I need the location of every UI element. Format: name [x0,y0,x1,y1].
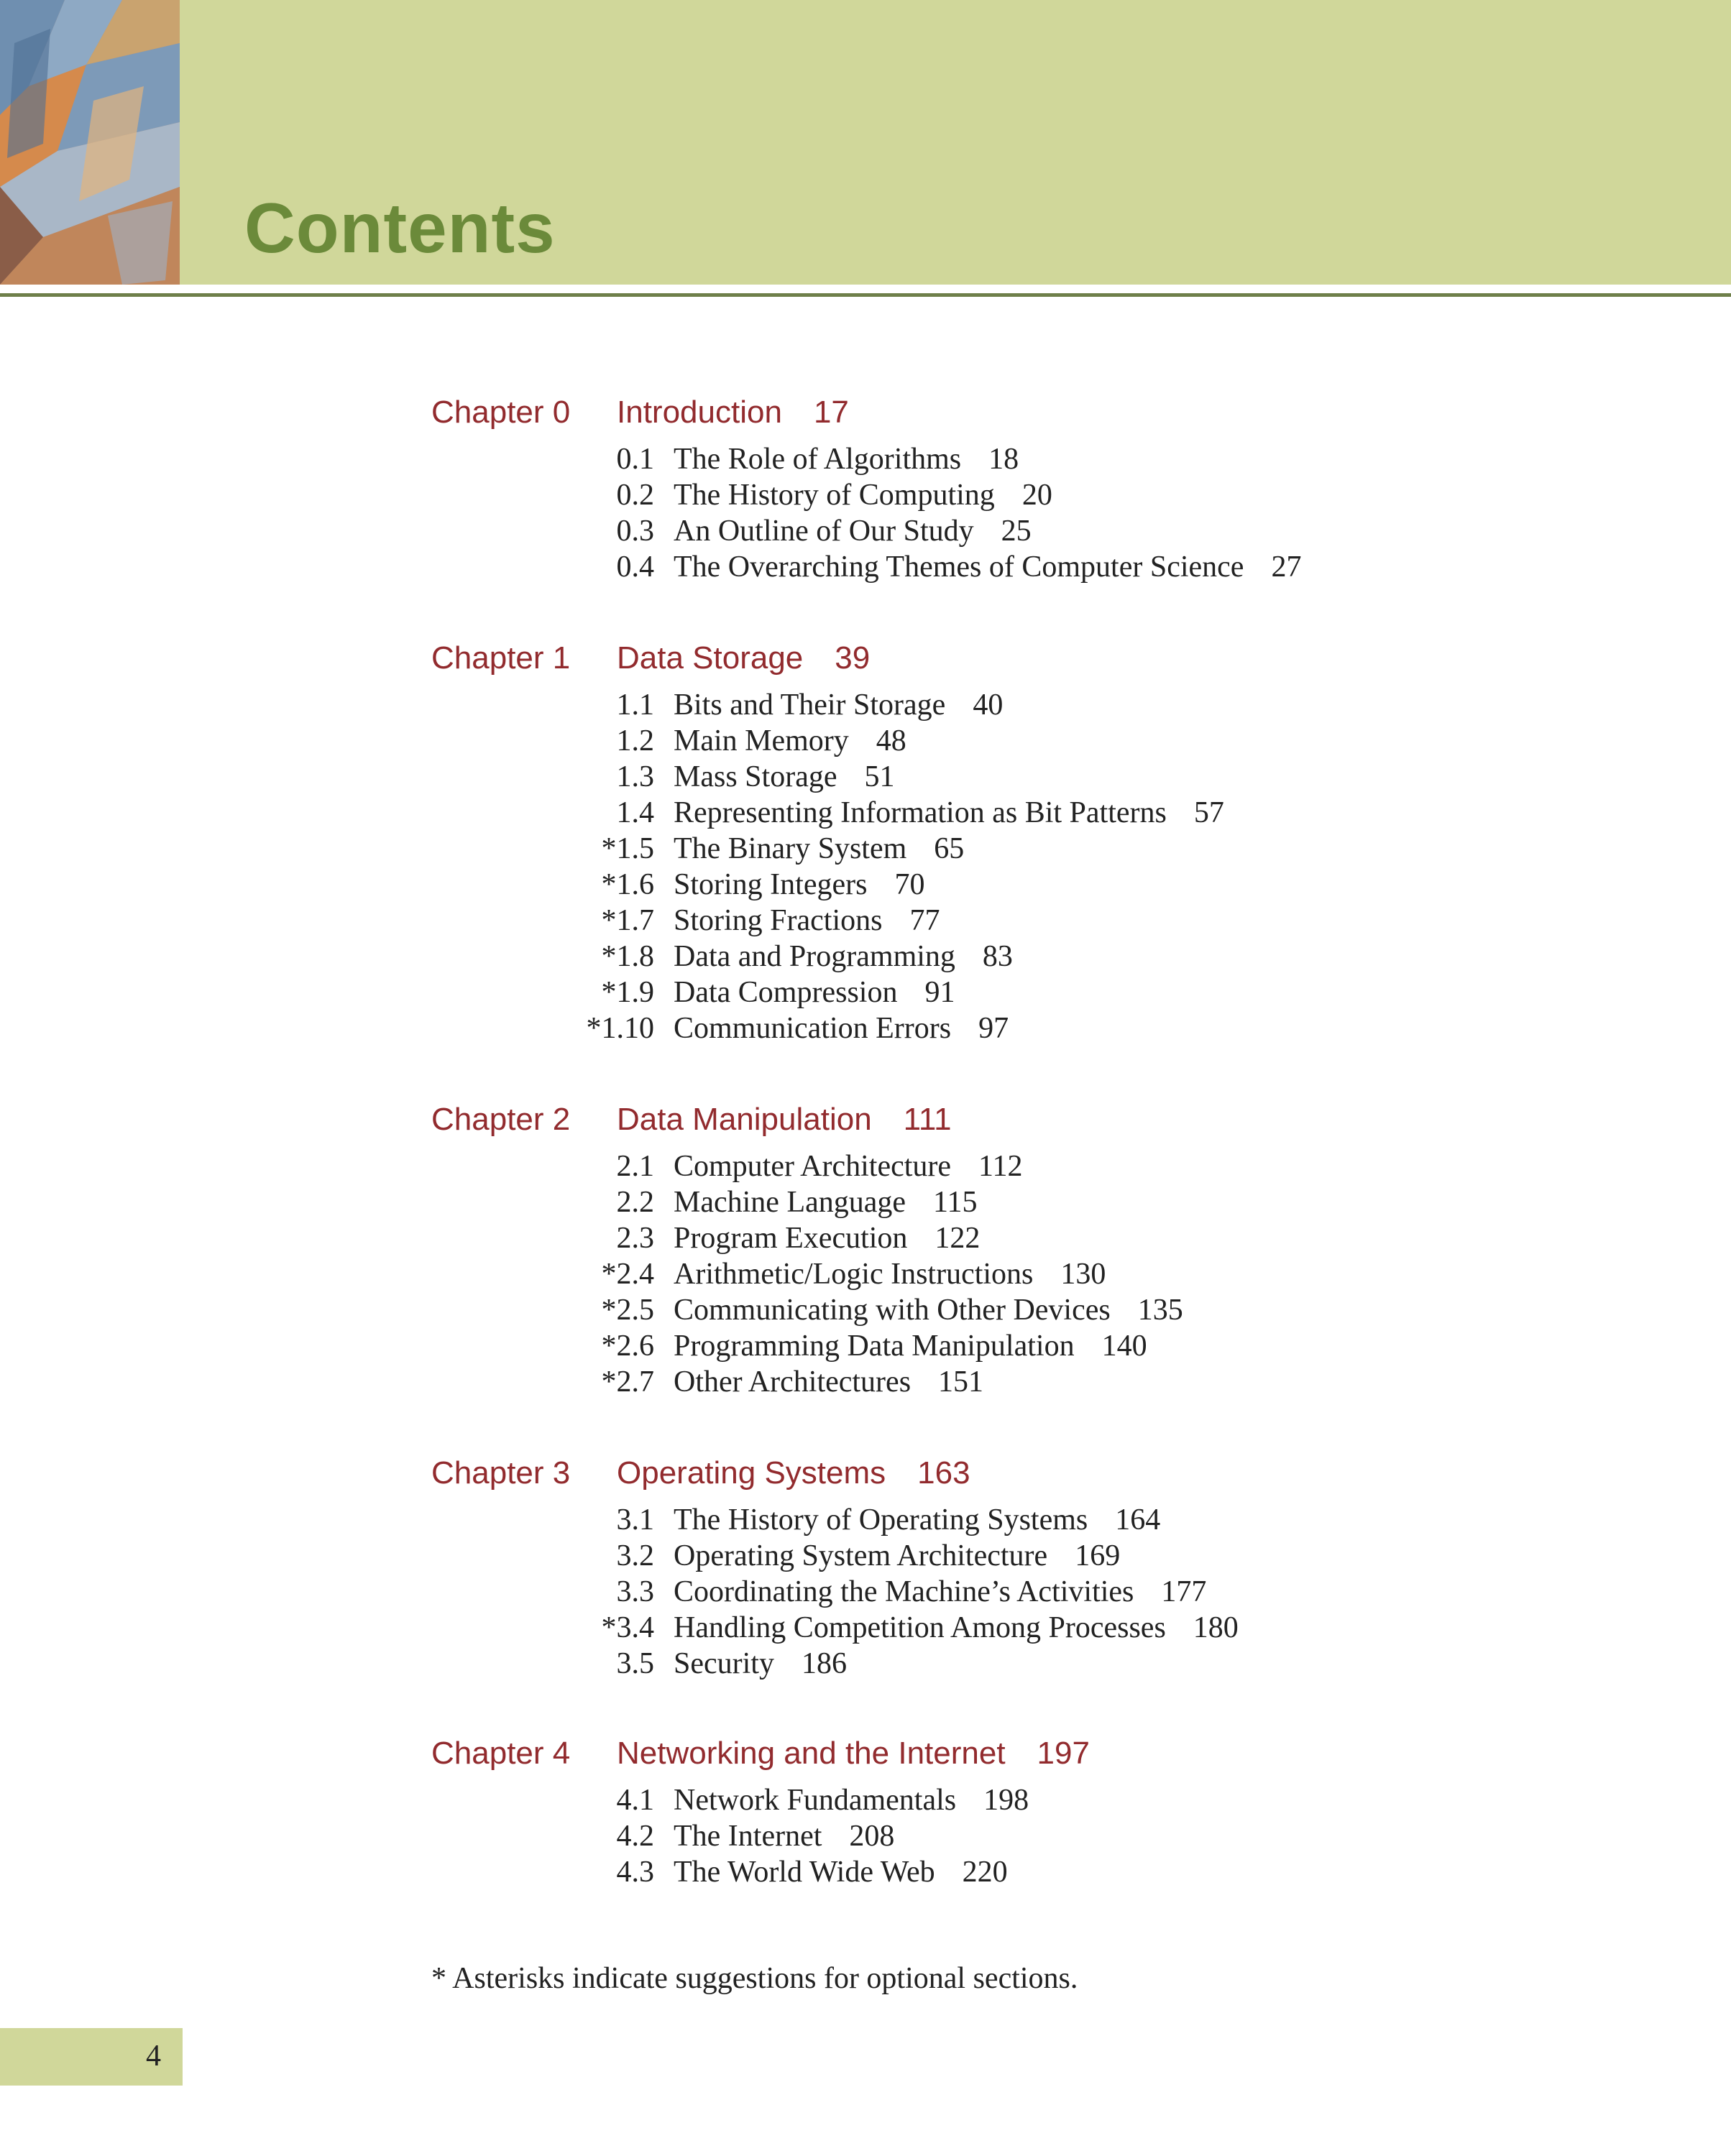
section-title-line [674,1151,1023,1181]
section-page: 77 [909,904,940,937]
chapter-title-line[interactable] [617,1738,1090,1769]
section-entry[interactable] [0,552,1731,588]
section-number: 1.1 [616,688,654,722]
chapter-title-line[interactable] [617,397,849,428]
section-title: Mass Storage [674,760,837,793]
section-page: 130 [1060,1258,1106,1291]
section-page: 208 [849,1820,895,1853]
section-title: Programming Data Manipulation [674,1330,1075,1363]
chapter-label: Chapter 0 [431,395,571,430]
chapter-title: Networking and the Internet [617,1736,1006,1771]
chapter-page: 197 [1037,1736,1090,1771]
section-title: Program Execution [674,1222,908,1255]
chapter-page: 111 [903,1102,952,1137]
section-title: Other Architectures [674,1365,912,1399]
section-entry[interactable] [0,1505,1731,1541]
section-title-line [674,552,1301,582]
footnote: * Asterisks indicate suggestions for optional sections. [431,1962,1078,1995]
section-title-line [674,1541,1120,1571]
section-title: Main Memory [674,724,849,757]
section-title-line [674,1295,1183,1325]
section-title: Storing Integers [674,868,868,901]
section-number: 0.1 [616,443,654,476]
section-page: 91 [924,976,955,1009]
section-entry[interactable] [0,834,1731,870]
section-entry[interactable] [0,1785,1731,1821]
section-entry[interactable] [0,1223,1731,1259]
chapter-label: Chapter 1 [431,640,571,676]
section-number: 3.2 [616,1539,654,1572]
section-number: *1.7 [601,904,654,937]
section-number: 2.3 [616,1222,654,1255]
chapter-title-line[interactable] [617,1104,952,1135]
section-page: 18 [988,443,1019,476]
chapter-label: Chapter 4 [431,1736,571,1771]
section-entry[interactable] [0,1857,1731,1893]
section-title-line [674,480,1052,510]
chapter-page: 17 [813,395,849,430]
section-title-line [674,1613,1239,1643]
section-title: The History of Computing [674,479,995,512]
section-number: *1.10 [586,1012,654,1045]
section-page: 97 [978,1012,1009,1045]
section-number: *1.8 [601,940,654,973]
section-entry[interactable] [0,1821,1731,1857]
section-title: The History of Operating Systems [674,1503,1088,1537]
section-title-line [674,444,1019,474]
section-number: 0.2 [616,479,654,512]
section-number: 2.2 [616,1186,654,1219]
section-title: Machine Language [674,1186,906,1219]
section-title: Operating System Architecture [674,1539,1048,1572]
section-title: Network Fundamentals [674,1784,957,1817]
section-entry[interactable] [0,798,1731,834]
section-entry[interactable] [0,1295,1731,1331]
section-title-line [674,1505,1160,1535]
section-entry[interactable] [0,906,1731,941]
section-page: 220 [962,1856,1008,1889]
section-number: *1.5 [601,832,654,865]
section-number: *2.7 [601,1365,654,1399]
section-title-line [674,762,894,792]
section-title-line [674,1187,977,1217]
section-title: Data and Programming [674,940,955,973]
section-title: Data Compression [674,976,898,1009]
section-entry[interactable] [0,1613,1731,1649]
section-title-line [674,977,955,1008]
section-number: *1.9 [601,976,654,1009]
section-entry[interactable] [0,516,1731,552]
section-entry[interactable] [0,1151,1731,1187]
section-page: 169 [1075,1539,1121,1572]
chapter-title: Data Storage [617,640,804,676]
section-number: *3.4 [601,1611,654,1644]
section-title-line [674,834,964,864]
section-number: 0.3 [616,515,654,548]
section-title-line [674,1821,894,1851]
section-page: 115 [933,1186,978,1219]
section-title-line [674,1013,1009,1044]
section-title-line [674,1259,1106,1289]
section-page: 48 [876,724,906,757]
section-page: 112 [978,1150,1023,1183]
section-entry[interactable] [0,690,1731,726]
section-number: *2.4 [601,1258,654,1291]
section-page: 122 [935,1222,981,1255]
section-entry[interactable] [0,1649,1731,1685]
section-title: Storing Fractions [674,904,883,937]
section-page: 177 [1161,1575,1207,1608]
section-number: 2.1 [616,1150,654,1183]
section-entry[interactable] [0,1259,1731,1295]
section-page: 140 [1101,1330,1147,1363]
section-number: 1.4 [616,796,654,829]
section-title-line [674,1857,1008,1887]
section-title-line [674,1367,983,1397]
section-title-line [674,1331,1147,1361]
section-page: 40 [973,688,1004,722]
chapter-title: Data Manipulation [617,1102,872,1137]
section-title: Coordinating the Machine’s Activities [674,1575,1134,1608]
section-title-line [674,870,924,900]
section-number: 1.2 [616,724,654,757]
section-page: 164 [1115,1503,1161,1537]
section-page: 151 [938,1365,984,1399]
chapter-label: Chapter 2 [431,1102,571,1137]
section-page: 27 [1271,550,1302,584]
section-title-line [674,1649,847,1679]
section-number: 3.1 [616,1503,654,1537]
section-title: The Role of Algorithms [674,443,962,476]
section-title: Communicating with Other Devices [674,1294,1111,1327]
section-title-line [674,516,1032,546]
section-title: Computer Architecture [674,1150,952,1183]
section-title-line [674,941,1013,972]
chapter-label: Chapter 3 [431,1455,571,1491]
section-title: The Overarching Themes of Computer Science [674,550,1244,584]
section-number: 4.1 [616,1784,654,1817]
section-title: Representing Information as Bit Patterns [674,796,1167,829]
section-page: 65 [934,832,965,865]
section-title-line [674,906,940,936]
section-number: 1.3 [616,760,654,793]
section-entry[interactable] [0,870,1731,906]
section-title: The Internet [674,1820,822,1853]
chapter-page: 163 [917,1455,970,1491]
page-number: 4 [146,2040,161,2073]
section-title: Handling Competition Among Processes [674,1611,1166,1644]
section-entry[interactable] [0,762,1731,798]
section-title: Security [674,1647,774,1680]
section-page: 198 [983,1784,1029,1817]
section-entry[interactable] [0,1541,1731,1577]
section-title-line [674,1223,980,1253]
section-title: Arithmetic/Logic Instructions [674,1258,1034,1291]
section-entry[interactable] [0,444,1731,480]
section-entry[interactable] [0,1331,1731,1367]
section-entry[interactable] [0,726,1731,762]
section-page: 70 [894,868,925,901]
section-entry[interactable] [0,1577,1731,1613]
section-title: Communication Errors [674,1012,952,1045]
chapter-page: 39 [835,640,871,676]
section-page: 20 [1021,479,1052,512]
section-number: *2.6 [601,1330,654,1363]
section-page: 83 [982,940,1013,973]
section-title-line [674,1785,1029,1815]
section-number: 3.5 [616,1647,654,1680]
page-number-tab [0,2028,183,2086]
section-title-line [674,690,1003,720]
section-number: 4.2 [616,1820,654,1853]
section-title-line [674,1577,1206,1607]
section-page: 51 [864,760,895,793]
section-entry[interactable] [0,1013,1731,1049]
section-title: An Outline of Our Study [674,515,974,548]
section-page: 25 [1001,515,1032,548]
chapter-title: Introduction [617,395,782,430]
section-title: Bits and Their Storage [674,688,946,722]
chapter-title-line[interactable] [617,1457,970,1489]
section-entry[interactable] [0,480,1731,516]
section-number: *1.6 [601,868,654,901]
section-page: 135 [1137,1294,1183,1327]
section-number: *2.5 [601,1294,654,1327]
section-page: 186 [801,1647,847,1680]
section-entry[interactable] [0,1187,1731,1223]
section-page: 180 [1193,1611,1239,1644]
chapter-title: Operating Systems [617,1455,886,1491]
chapter-title-line[interactable] [617,642,870,674]
section-title-line [674,726,906,756]
section-number: 4.3 [616,1856,654,1889]
section-title: The World Wide Web [674,1856,935,1889]
section-entry[interactable] [0,1367,1731,1403]
section-number: 0.4 [616,550,654,584]
section-entry[interactable] [0,941,1731,977]
page-title: Contents [244,188,556,267]
section-title-line [674,798,1224,828]
section-page: 57 [1193,796,1224,829]
section-title: The Binary System [674,832,907,865]
section-entry[interactable] [0,977,1731,1013]
section-number: 3.3 [616,1575,654,1608]
